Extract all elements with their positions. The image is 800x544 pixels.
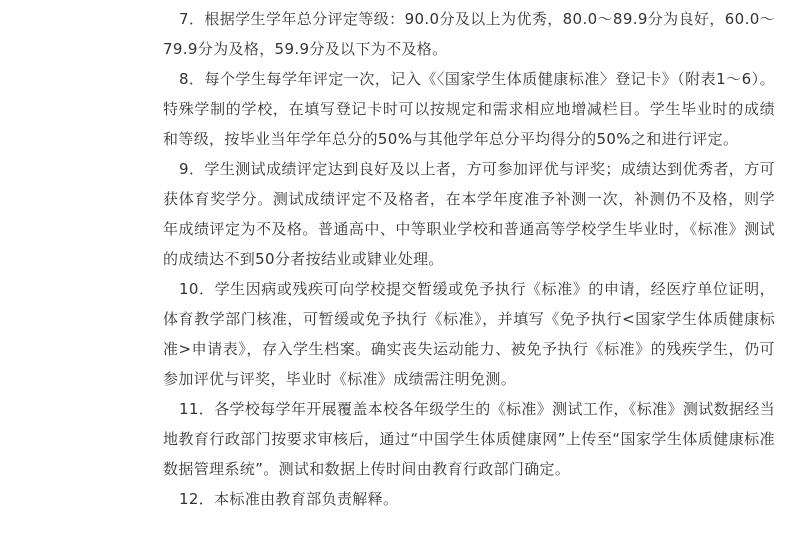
paragraph-item-9: 9．学生测试成绩评定达到良好及以上者，方可参加评优与评奖；成绩达到优秀者，方可获体育奖学分。测试成绩评定不及格者，在本学年度准予补测一次，补测仍不及格，则学年成绩评定为不及格。普通高中、中等职业学校和普通高等学校学生毕业时，《标准》测试的成绩达不到50分者按结业或肄业处理。 [163, 160, 775, 268]
paragraph-item-12: 12．本标准由教育部负责解释。 [179, 490, 399, 508]
paragraph-item-8: 8．每个学生每学年评定一次，记入《〈国家学生体质健康标准〉登记卡》（附表1～6）。特殊学制的学校，在填写登记卡时可以按规定和需求相应地增减栏目。学生毕业时的成绩和等级，按毕业当年学年总分的50%与其他学年总分平均得分的50%之和进行评定。 [163, 70, 775, 148]
document-body [163, 4, 775, 514]
paragraph-item-11: 11．各学校每学年开展覆盖本校各年级学生的《标准》测试工作，《标准》测试数据经当地教育行政部门按要求审核后，通过“中国学生体质健康网”上传至“国家学生体质健康标准数据管理系统”。测试和数据上传时间由教育行政部门确定。 [163, 400, 775, 478]
paragraph-item-7: 7．根据学生学年总分评定等级：90.0分及以上为优秀，80.0～89.9分为良好，60.0～79.9分为及格，59.9分及以下为不及格。 [163, 10, 775, 58]
paragraph-item-10: 10．学生因病或残疾可向学校提交暂缓或免予执行《标准》的申请，经医疗单位证明，体育教学部门核准，可暂缓或免予执行《标准》，并填写《免予执行<国家学生体质健康标准>申请表》，存入学生档案。确实丧失运动能力、被免予执行《标准》的残疾学生，仍可参加评优与评奖，毕业时《标准》成绩需注明免测。 [163, 280, 775, 388]
